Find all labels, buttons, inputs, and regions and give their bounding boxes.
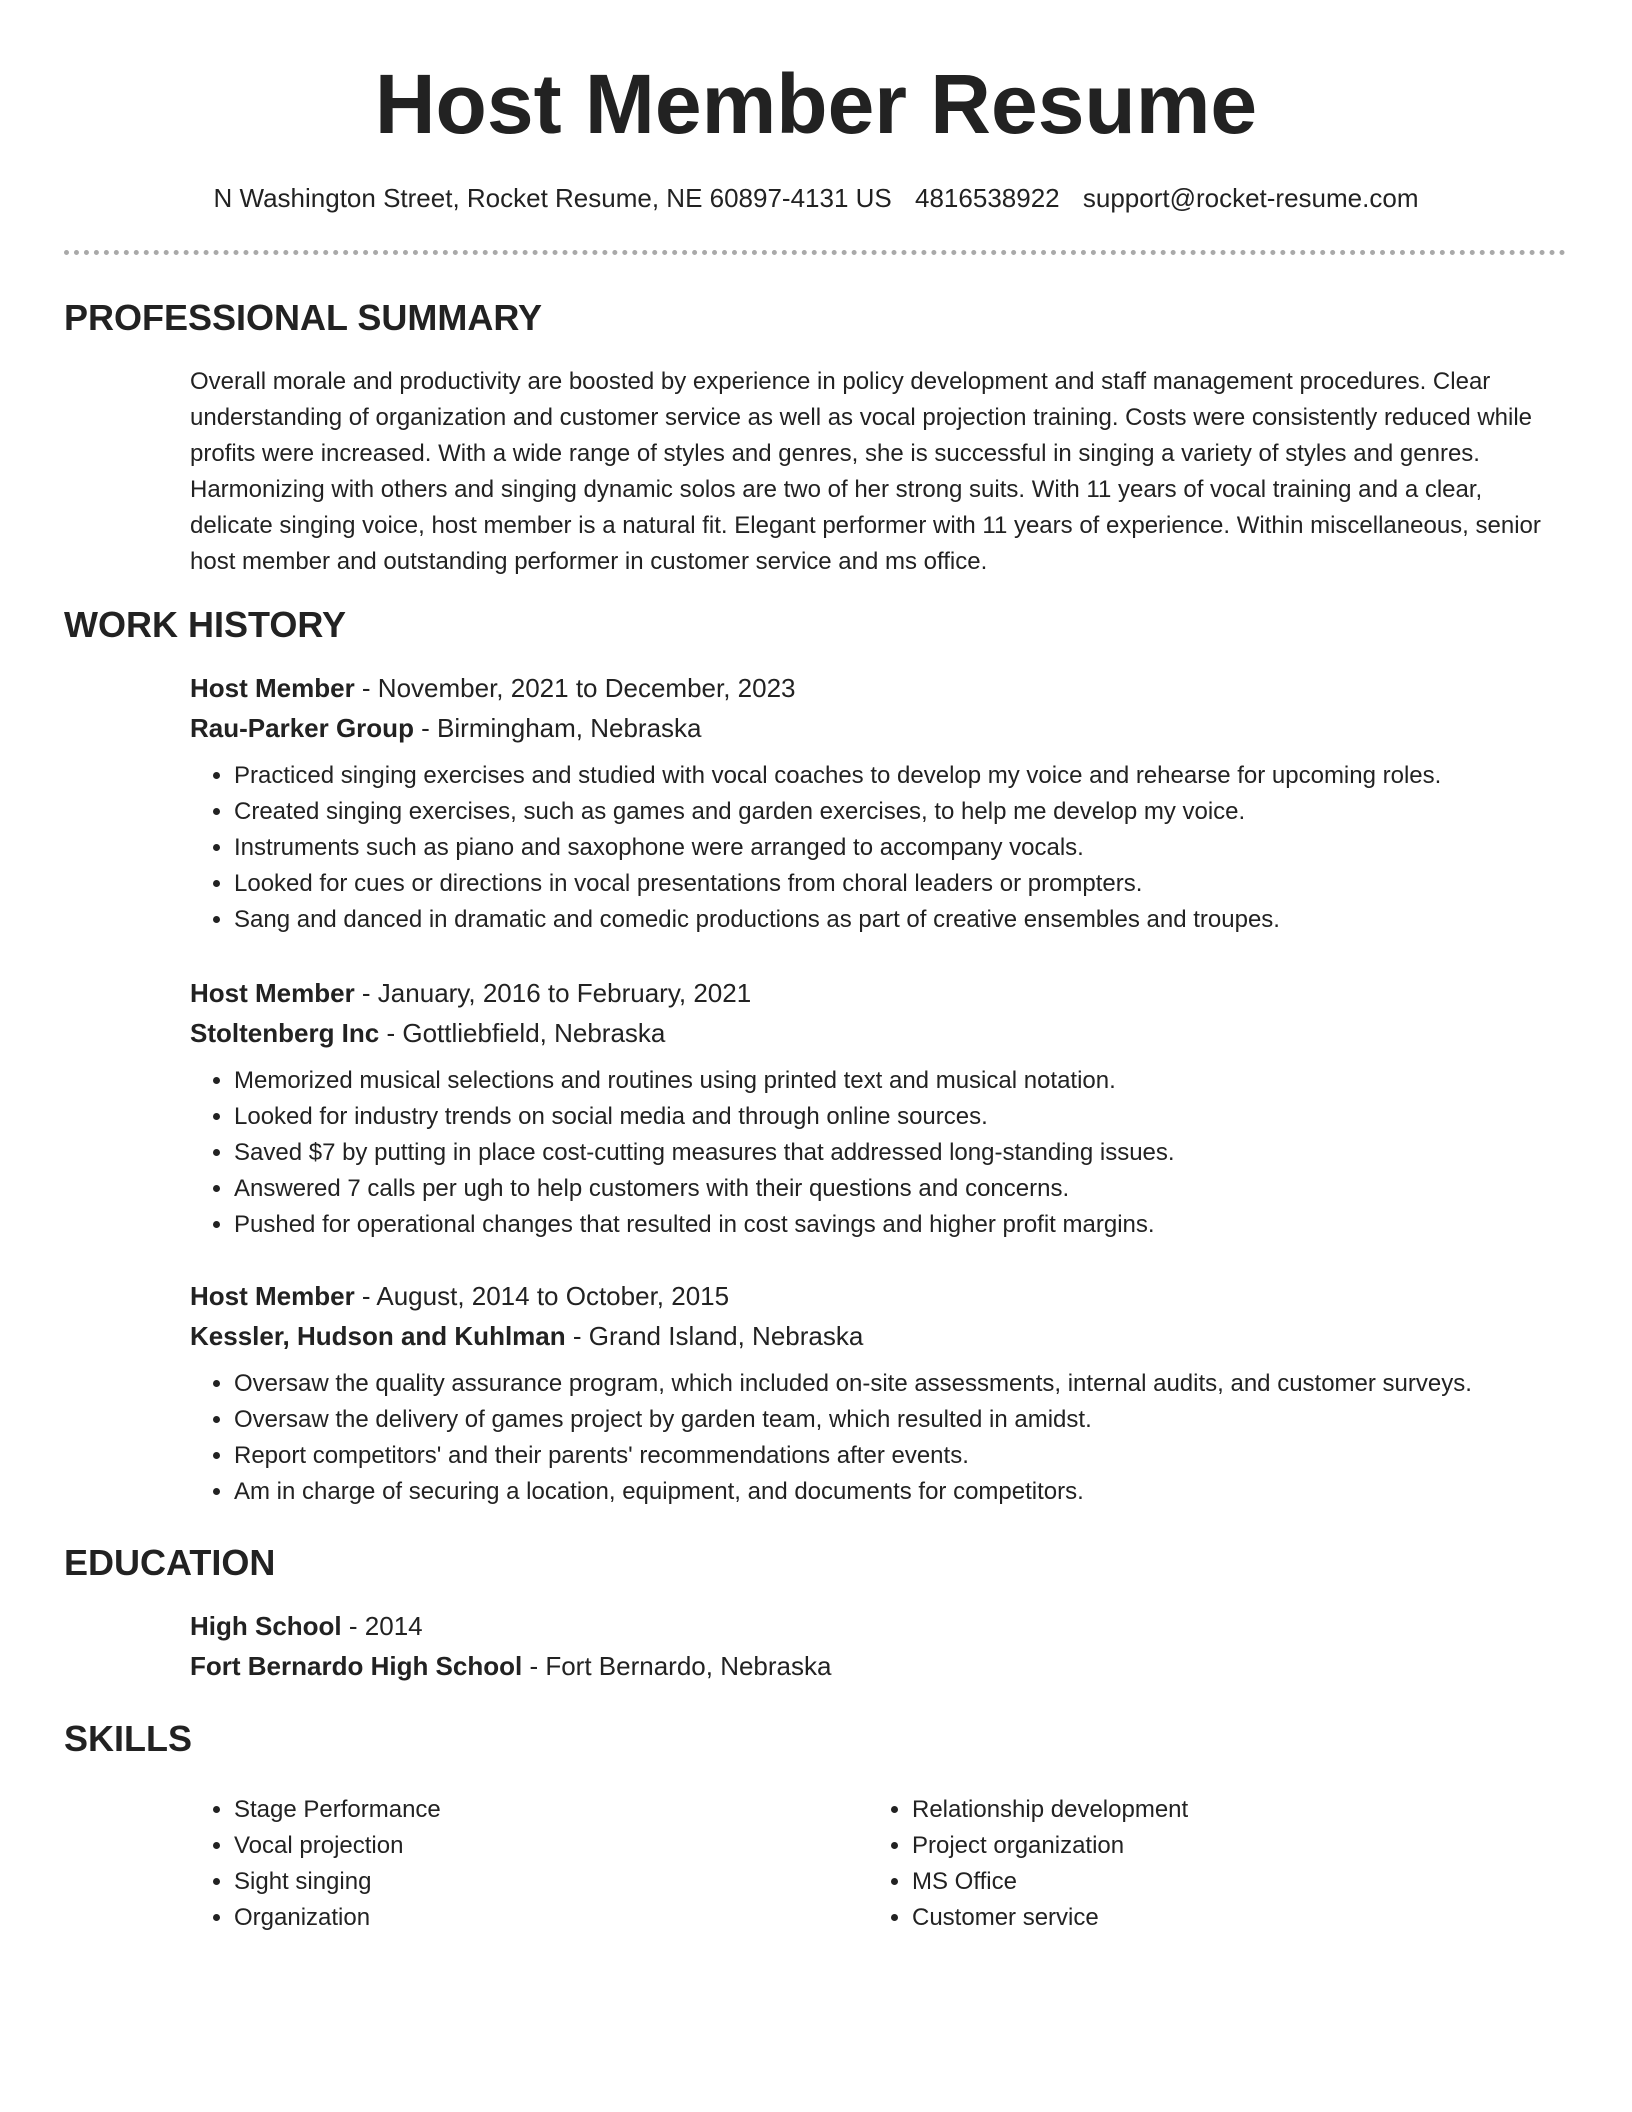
job-dates: - August, 2014 to October, 2015: [354, 1281, 730, 1311]
job-title: Host Member: [190, 673, 355, 703]
job-dates: - January, 2016 to February, 2021: [354, 978, 752, 1008]
contact-email: support@rocket-resume.com: [1082, 183, 1419, 213]
job-bullet: • Saved $7 by putting in place cost-cutting measures that addressed long-standing issues.: [234, 1135, 1570, 1171]
skill-item: • Project organization: [912, 1828, 1188, 1864]
resume-title: Host Member Resume: [374, 57, 1258, 151]
education-year: - 2014: [341, 1611, 423, 1641]
job-location: - Gottliebfield, Nebraska: [379, 1018, 666, 1048]
job-bullets: [190, 1366, 1570, 1510]
skills-list: [190, 1792, 441, 1936]
summary-heading: PROFESSIONAL SUMMARY: [64, 297, 543, 338]
job-title: Host Member: [190, 1281, 355, 1311]
job-title-line: [190, 973, 1570, 1013]
job-company: Stoltenberg Inc: [190, 1018, 380, 1048]
header-divider: [64, 250, 1566, 255]
job-entry: [190, 668, 1570, 938]
job-company-line: [190, 1316, 1570, 1356]
contact-phone: 4816538922: [915, 183, 1060, 213]
skill-item: • Sight singing: [234, 1864, 441, 1900]
job-bullets: [190, 758, 1570, 938]
job-bullet: • Am in charge of securing a location, equipment, and documents for competitors.: [234, 1474, 1570, 1510]
job-bullet: • Pushed for operational changes that resulted in cost savings and higher profit margins.: [234, 1207, 1570, 1243]
job-location: - Birmingham, Nebraska: [413, 713, 702, 743]
education-heading: EDUCATION: [64, 1542, 276, 1583]
job-title-line: [190, 1276, 1570, 1316]
skill-item: • Organization: [234, 1900, 441, 1936]
job-company-line: [190, 1013, 1570, 1053]
education-location: - Fort Bernardo, Nebraska: [522, 1651, 832, 1681]
job-entry: [190, 973, 1570, 1243]
contact-line: [0, 180, 1632, 216]
job-bullet: • Oversaw the delivery of games project by garden team, which resulted in amidst.: [234, 1402, 1570, 1438]
job-company-line: [190, 708, 1570, 748]
skills-column-right: [868, 1792, 1188, 1936]
work-history-heading: WORK HISTORY: [64, 604, 347, 645]
job-title: Host Member: [190, 978, 355, 1008]
job-dates: - November, 2021 to December, 2023: [354, 673, 796, 703]
summary-text: Overall morale and productivity are boosted by experience in policy development and staff management procedures. Clear understanding of organization and customer service as well as vocal projection training. Costs were consistently reduced while profits were increased. With a wide range of styles and genres, she is successful in singing a variety of styles and genres. Harmonizing with others and singing dynamic solos are two of her strong suits. With 11 years of vocal training and a clear, delicate singing voice, host member is a natural fit. Elegant performer with 11 years of experience. Within miscellaneous, senior host member and outstanding performer in customer service and ms office.: [190, 368, 1541, 575]
education-entry: [190, 1606, 1570, 1686]
skill-item: • Relationship development: [912, 1792, 1188, 1828]
skill-item: • MS Office: [912, 1864, 1188, 1900]
skill-item: • Customer service: [912, 1900, 1188, 1936]
job-bullet: • Oversaw the quality assurance program, which included on-site assessments, internal audits, and customer surveys.: [234, 1366, 1570, 1402]
job-bullet: • Practiced singing exercises and studied with vocal coaches to develop my voice and rehearse for upcoming roles.: [234, 758, 1570, 794]
skill-item: • Stage Performance: [234, 1792, 441, 1828]
job-bullet: • Answered 7 calls per ugh to help customers with their questions and concerns.: [234, 1171, 1570, 1207]
job-company: Kessler, Hudson and Kuhlman: [190, 1321, 566, 1351]
skills-heading: SKILLS: [64, 1718, 193, 1759]
job-bullet: • Instruments such as piano and saxophone were arranged to accompany vocals.: [234, 830, 1570, 866]
skills-list: [868, 1792, 1188, 1936]
education-school-line: [190, 1646, 1570, 1686]
education-degree-line: [190, 1606, 1570, 1646]
skills-column-left: [190, 1792, 441, 1936]
job-company: Rau-Parker Group: [190, 713, 414, 743]
job-location: - Grand Island, Nebraska: [565, 1321, 864, 1351]
skill-item: • Vocal projection: [234, 1828, 441, 1864]
education-school: Fort Bernardo High School: [190, 1651, 523, 1681]
job-bullet: • Created singing exercises, such as games and garden exercises, to help me develop my voice.: [234, 794, 1570, 830]
education-degree: High School: [190, 1611, 342, 1641]
job-bullet: • Memorized musical selections and routines using printed text and musical notation.: [234, 1063, 1570, 1099]
job-entry: [190, 1276, 1570, 1510]
job-bullet: • Sang and danced in dramatic and comedic productions as part of creative ensembles and troupes.: [234, 902, 1570, 938]
job-bullet: • Looked for industry trends on social media and through online sources.: [234, 1099, 1570, 1135]
contact-address: N Washington Street, Rocket Resume, NE 60897-4131 US: [213, 183, 892, 213]
job-title-line: [190, 668, 1570, 708]
job-bullets: [190, 1063, 1570, 1243]
job-bullet: • Looked for cues or directions in vocal presentations from choral leaders or prompters.: [234, 866, 1570, 902]
job-bullet: • Report competitors' and their parents' recommendations after events.: [234, 1438, 1570, 1474]
